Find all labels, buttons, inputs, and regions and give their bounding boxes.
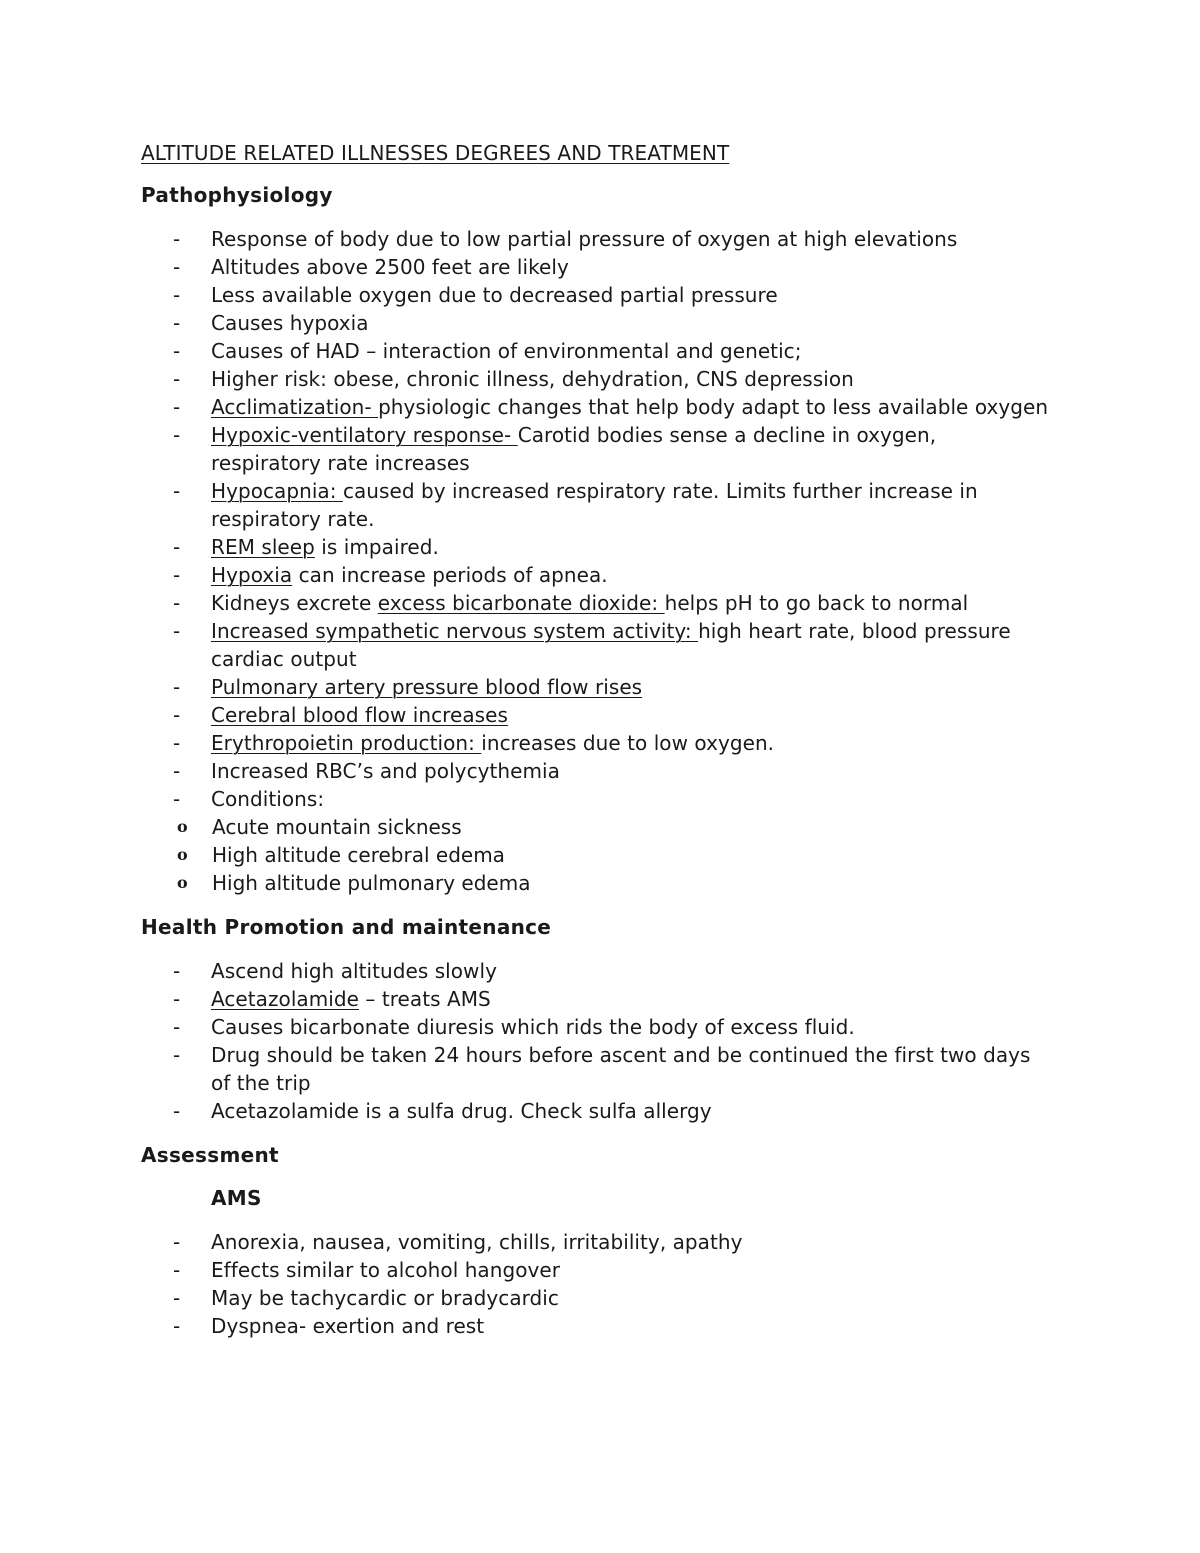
list-item-term: REM sleep [211,535,315,559]
list-item-term: Erythropoietin production: [211,731,482,755]
bullet-dash: - [173,591,181,615]
list-item-text: Causes hypoxia [211,311,369,335]
list-item [141,253,1051,281]
bullet-dash: - [173,227,181,251]
list-item-text: high heart rate, blood pressure cardiac output [211,619,1011,671]
list-item [141,729,1051,757]
bullet-dash: - [173,1015,181,1039]
list-item [141,337,1051,365]
list-item [141,1284,1051,1312]
sub-list-item [141,813,1051,841]
bullet-dash: - [173,1099,181,1123]
list-item-text: Kidneys excrete [211,591,378,615]
list-item [141,533,1051,561]
list-item-text: caused by increased respiratory rate. Limits further increase in respiratory rate. [211,479,978,531]
list-item [141,1256,1051,1284]
list-item [141,365,1051,393]
bullet-dash: - [173,479,181,503]
bullet-dash: - [173,395,181,419]
pathophysiology-heading: Pathophysiology [141,183,333,207]
list-item-term: Hypoxia [211,563,293,587]
list-item-text: Effects similar to alcohol hangover [211,1258,561,1282]
ams-subheading: AMS [211,1186,262,1210]
sub-list-item-text: Acute mountain sickness [212,815,462,839]
list-item [141,985,1051,1013]
bullet-dash: - [173,619,181,643]
list-item-term: Acclimatization- [211,395,379,419]
sub-bullet: o [177,845,188,864]
bullet-dash: - [173,959,181,983]
list-item [141,757,1051,785]
list-item-term: Pulmonary artery pressure blood flow rises [211,675,643,699]
list-item-term: Hypocapnia: [211,479,343,503]
list-item-text: Causes of HAD – interaction of environmental and genetic; [211,339,802,363]
sub-list-item-text: High altitude pulmonary edema [212,871,531,895]
bullet-dash: - [173,423,181,447]
list-item-term: Increased sympathetic nervous system activity: [211,619,699,643]
list-item-text: Causes bicarbonate diuresis which rids the body of excess fluid. [211,1015,855,1039]
list-item-text: Carotid bodies sense a decline in oxygen, respiratory rate increases [211,423,937,475]
list-item-text: May be tachycardic or bradycardic [211,1286,559,1310]
list-item-text: – treats AMS [358,987,491,1011]
bullet-dash: - [173,1286,181,1310]
list-item-text: Less available oxygen due to decreased partial pressure [211,283,778,307]
list-item-text: helps pH to go back to normal [664,591,969,615]
list-item [141,281,1051,309]
list-item [141,1097,1051,1125]
bullet-dash: - [173,675,181,699]
list-item-text: Altitudes above 2500 feet are likely [211,255,569,279]
sub-list-item-text: High altitude cerebral edema [212,843,505,867]
document-title: ALTITUDE RELATED ILLNESSES DEGREES AND TREATMENT [141,141,730,165]
list-item-term: excess bicarbonate dioxide: [377,591,665,615]
sub-bullet: o [177,817,188,836]
bullet-dash: - [173,1258,181,1282]
list-item [141,589,1051,617]
list-item-text: Dyspnea- exertion and rest [211,1314,485,1338]
assessment-heading: Assessment [141,1143,279,1167]
bullet-dash: - [173,367,181,391]
bullet-dash: - [173,563,181,587]
pathophysiology-list [141,225,1051,813]
bullet-dash: - [173,339,181,363]
list-item [141,477,1051,533]
list-item [141,1013,1051,1041]
bullet-dash: - [173,1043,181,1067]
list-item-text: Increased RBC’s and polycythemia [211,759,560,783]
list-item [141,617,1051,673]
list-item [141,225,1051,253]
list-item [141,1312,1051,1340]
list-item-text: Drug should be taken 24 hours before ascent and be continued the first two days of the trip [211,1043,1031,1095]
document-page [141,138,1051,1340]
bullet-dash: - [173,787,181,811]
list-item-text: Conditions: [211,787,325,811]
list-item [141,1041,1051,1097]
bullet-dash: - [173,1314,181,1338]
health-promotion-list [141,957,1051,1125]
bullet-dash: - [173,987,181,1011]
conditions-list [141,813,1051,897]
list-item [141,393,1051,421]
bullet-dash: - [173,311,181,335]
list-item [141,785,1051,813]
bullet-dash: - [173,759,181,783]
list-item-text: Response of body due to low partial pressure of oxygen at high elevations [211,227,958,251]
bullet-dash: - [173,535,181,559]
list-item-text: Higher risk: obese, chronic illness, dehydration, CNS depression [211,367,854,391]
list-item [141,673,1051,701]
list-item-text: increases due to low oxygen. [481,731,775,755]
list-item [141,1228,1051,1256]
bullet-dash: - [173,283,181,307]
sub-bullet: o [177,873,188,892]
list-item-term: Hypoxic-ventilatory response- [211,423,518,447]
bullet-dash: - [173,703,181,727]
list-item-text: Ascend high altitudes slowly [211,959,497,983]
health-promotion-heading: Health Promotion and maintenance [141,915,552,939]
list-item-text: is impaired. [314,535,439,559]
assessment-list [141,1228,1051,1340]
list-item-term: Cerebral blood flow increases [211,703,508,727]
list-item [141,701,1051,729]
list-item-text: Anorexia, nausea, vomiting, chills, irritability, apathy [211,1230,743,1254]
list-item-term: Acetazolamide [211,987,359,1011]
list-item [141,309,1051,337]
list-item-text: physiologic changes that help body adapt to less available oxygen [378,395,1049,419]
list-item [141,561,1051,589]
bullet-dash: - [173,731,181,755]
list-item-text: Acetazolamide is a sulfa drug. Check sulfa allergy [211,1099,712,1123]
sub-list-item [141,841,1051,869]
sub-list-item [141,869,1051,897]
list-item [141,421,1051,477]
bullet-dash: - [173,255,181,279]
bullet-dash: - [173,1230,181,1254]
list-item [141,957,1051,985]
list-item-text: can increase periods of apnea. [292,563,608,587]
